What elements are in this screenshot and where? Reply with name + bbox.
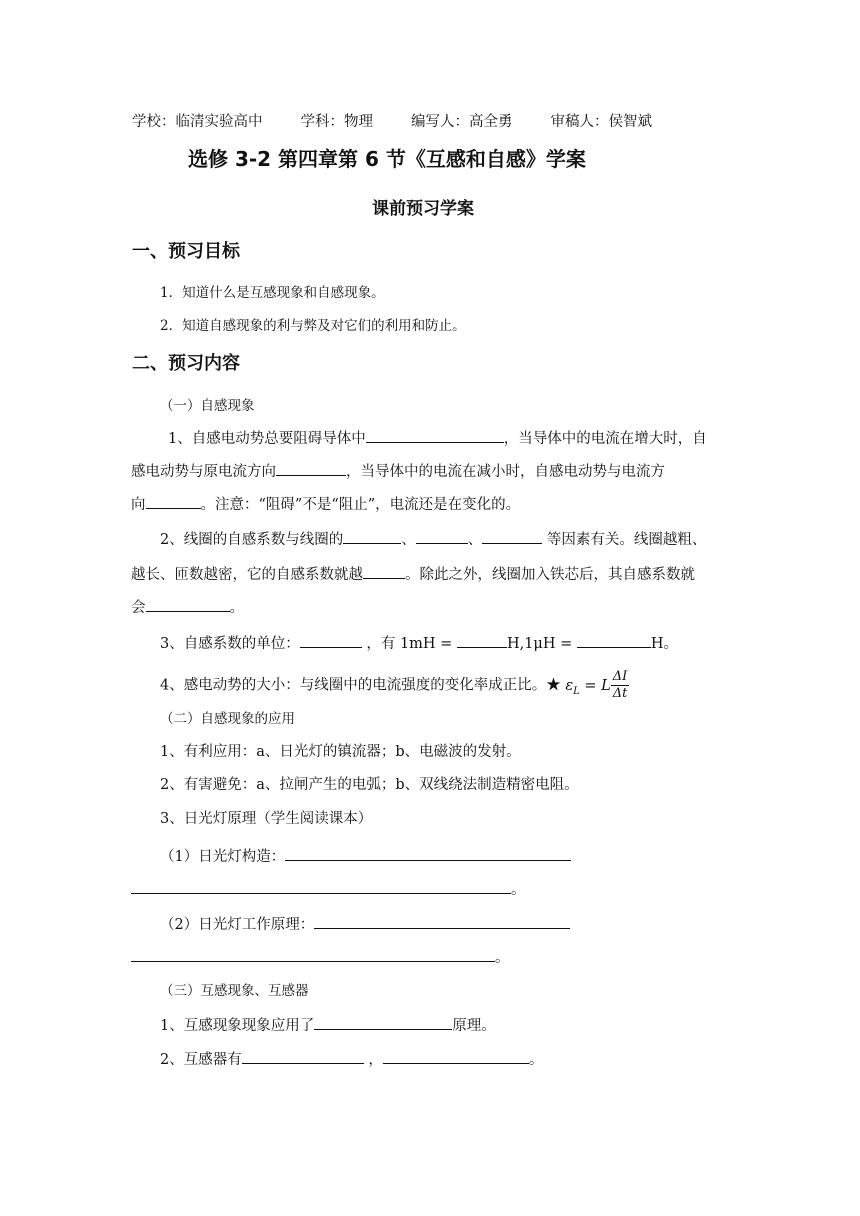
blank-field[interactable] [363,563,405,579]
blank-field[interactable] [146,493,201,509]
blank-field[interactable] [300,632,362,648]
header-school: 学校：临清实验高中 [132,114,263,130]
page-subtitle: 课前预习学案 [372,199,474,219]
p2-line1: 2、线圈的自感系数与线圈的 、 、 等因素有关。线圈越粗、 [160,528,706,550]
header-author: 编写人：高全勇 [411,114,513,130]
blank-field[interactable] [314,913,570,929]
part3-heading: （三）互感现象、互感器 [160,983,309,999]
p1-line3: 向 。注意：“阻碍”不是“阻止”，电流还是在变化的。 [131,493,520,515]
blank-field[interactable] [131,878,511,894]
q2-line: （2）日光灯工作原理： [160,913,570,935]
blank-field[interactable] [343,528,401,544]
section1-heading: 一、预习目标 [132,241,240,262]
blank-field[interactable] [146,596,230,612]
p2-line3: 会 。 [131,596,244,618]
blank-field[interactable] [482,528,542,544]
blank-field[interactable] [457,632,507,648]
part2-item-3: 3、日光灯原理（学生阅读课本） [160,811,373,827]
blank-field[interactable] [242,1048,364,1064]
section1-item-2: 2．知道自感现象的利与弊及对它们的利用和防止。 [160,318,466,334]
part3-line2: 2、互感器有 ， 。 [160,1048,543,1070]
q1-line: （1）日光灯构造： [160,845,571,867]
header-line [132,112,652,132]
q1-line2: 。 [131,878,526,900]
formula: $\varepsilon_L = L$ $\frac{\Delta I}{\Delta t}$ [565,669,628,701]
p1-line1: 1、自感电动势总要阻碍导体中 ，当导体中的电流在增大时，自 [168,427,707,449]
part3-line1: 1、互感现象现象应用了 原理。 [160,1014,496,1036]
header-subject: 学科：物理 [300,114,373,130]
blank-field[interactable] [285,845,571,861]
blank-field[interactable] [131,946,495,962]
blank-field[interactable] [577,632,651,648]
p3-line: 3、自感系数的单位： ，有 1mH = H,1μH = H。 [160,632,678,654]
blank-field[interactable] [416,528,468,544]
p4-line: 4、感电动势的大小：与线圈中的电流强度的变化率成正比。★ $\varepsilon_L = L$ $\frac{\Delta I}{\Delta t}$ [160,669,628,701]
section2-heading: 二、预习内容 [132,353,240,374]
page-title: 选修 3-2 第四章第 6 节《互感和自感》学案 [188,147,586,171]
part2-item-1: 1、有利应用：a、日光灯的镇流器；b、电磁波的发射。 [160,744,521,760]
section1-item-1: 1．知道什么是互感现象和自感现象。 [160,285,385,301]
blank-field[interactable] [383,1048,529,1064]
part1-heading: （一）自感现象 [160,398,255,414]
blank-field[interactable] [276,460,346,476]
p2-line2: 越长、匝数越密，它的自感系数就越 。除此之外，线圈加入铁芯后，其自感系数就 [131,563,695,585]
part2-item-2: 2、有害避免：a、拉闸产生的电弧；b、双线绕法制造精密电阻。 [160,777,579,793]
blank-field[interactable] [366,427,504,443]
p1-line2: 感电动势与原电流方向 ，当导体中的电流在减小时，自感电动势与电流方 [131,460,665,482]
blank-field[interactable] [314,1014,452,1030]
q2-line2: 。 [131,946,510,968]
fraction: $\frac{\Delta I}{\Delta t}$ [612,669,628,701]
part2-heading: （二）自感现象的应用 [160,711,295,727]
header-reviewer: 审稿人：侯智斌 [550,114,652,130]
